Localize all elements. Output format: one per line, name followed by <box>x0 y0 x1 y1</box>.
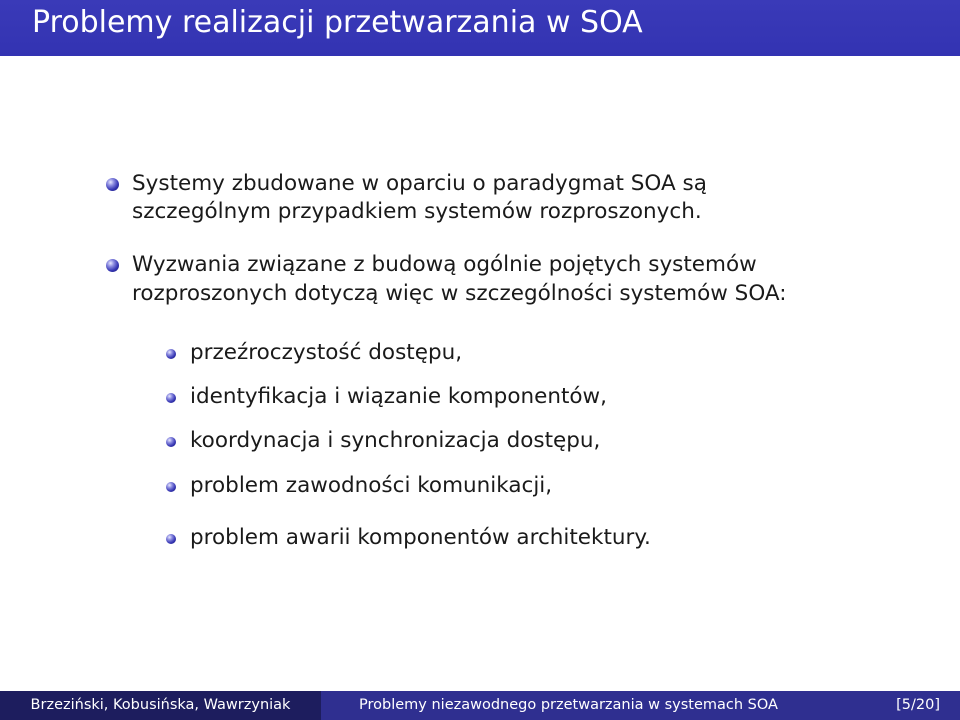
bullet-ball-icon <box>106 259 119 272</box>
bullet-text: Wyzwania związane z budową ogólnie pojętych systemów <box>132 252 757 277</box>
subbullet-ball-icon <box>166 482 176 492</box>
subbullet-text: koordynacja i synchronizacja dostępu, <box>190 428 601 453</box>
subbullet-text: identyfikacja i wiązanie komponentów, <box>190 384 607 409</box>
subbullet-text: przeźroczystość dostępu, <box>190 340 463 365</box>
bullet-text: Systemy zbudowane w oparciu o paradygmat SOA są <box>132 171 707 196</box>
footer-authors: Brzeziński, Kobusińska, Wawrzyniak <box>0 691 321 720</box>
subbullet-ball-icon <box>166 393 176 403</box>
bullet-text: rozproszonych dotyczą więc w szczególności systemów SOA: <box>132 281 787 306</box>
footer-right-panel <box>321 691 960 720</box>
subbullet-ball-icon <box>166 534 176 544</box>
slide-title: Problemy realizacji przetwarzania w SOA <box>0 0 960 56</box>
subbullet-text: problem zawodności komunikacji, <box>190 473 553 498</box>
subbullet-ball-icon <box>166 349 176 359</box>
bullet-text: szczególnym przypadkiem systemów rozproszonych. <box>132 199 702 224</box>
slide-footer <box>0 691 960 720</box>
subbullet-ball-icon <box>166 437 176 447</box>
footer-presentation-title: Problemy niezawodnego przetwarzania w systemach SOA <box>359 697 778 713</box>
footer-page-number: [5/20] <box>896 697 940 713</box>
bullet-ball-icon <box>106 178 119 191</box>
subbullet-text: problem awarii komponentów architektury. <box>190 525 651 550</box>
